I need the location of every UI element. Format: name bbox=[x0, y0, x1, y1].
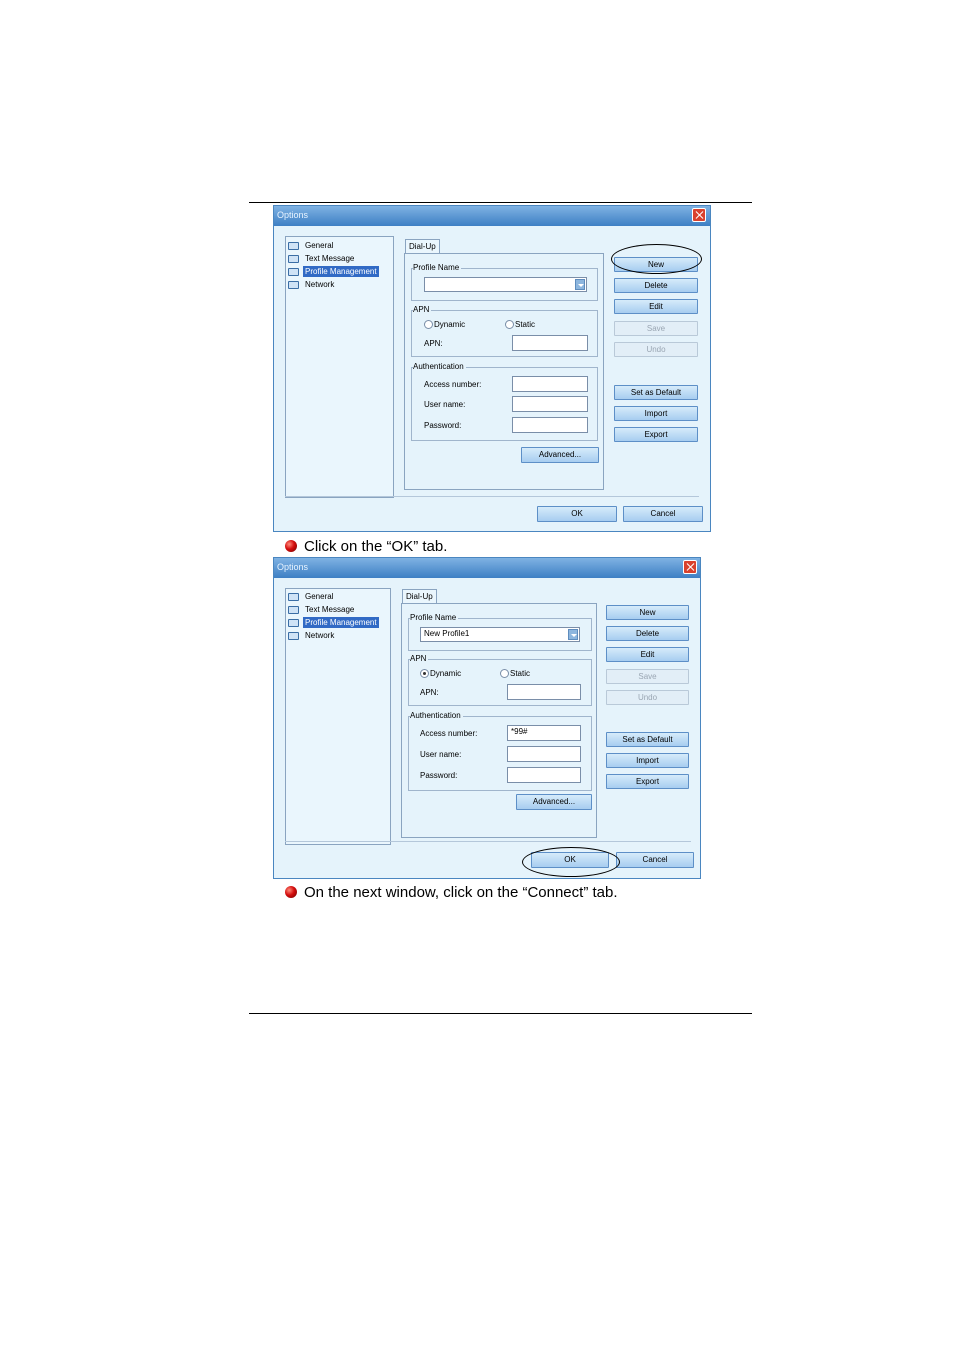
static-label: Static bbox=[515, 320, 536, 329]
user-name-label: User name: bbox=[420, 750, 462, 759]
dynamic-radio[interactable] bbox=[420, 669, 429, 678]
chevron-down-icon[interactable] bbox=[575, 279, 585, 290]
divider bbox=[285, 496, 699, 497]
advanced-button[interactable]: Advanced... bbox=[521, 447, 599, 463]
access-number-input[interactable]: *99# bbox=[507, 725, 581, 741]
title-bar bbox=[274, 558, 700, 578]
export-button[interactable]: Export bbox=[614, 427, 698, 442]
close-icon[interactable] bbox=[692, 208, 706, 222]
dialog-title: Options bbox=[277, 210, 309, 220]
tab-dial-up[interactable]: Dial-Up bbox=[405, 239, 440, 253]
folder-icon bbox=[288, 255, 299, 263]
save-button[interactable]: Save bbox=[606, 669, 689, 684]
tree-item-text-message[interactable]: Text Message bbox=[288, 253, 356, 264]
options-dialog-1 bbox=[273, 205, 711, 532]
advanced-button[interactable]: Advanced... bbox=[516, 794, 592, 810]
open-folder-icon bbox=[288, 619, 299, 627]
apn-input[interactable] bbox=[507, 684, 581, 700]
static-radio[interactable] bbox=[505, 320, 514, 329]
divider bbox=[285, 841, 691, 842]
profile-name-group: Profile Name New Profile1 bbox=[408, 618, 592, 651]
chevron-down-icon[interactable] bbox=[568, 629, 578, 640]
access-number-label: Access number: bbox=[420, 729, 478, 738]
folder-icon bbox=[288, 242, 299, 250]
folder-icon bbox=[288, 281, 299, 289]
options-dialog-2 bbox=[273, 557, 701, 879]
close-icon[interactable] bbox=[683, 560, 697, 574]
cancel-button[interactable]: Cancel bbox=[616, 852, 694, 868]
folder-icon bbox=[288, 593, 299, 601]
authentication-group: Authentication Access number: User name: Password: bbox=[411, 367, 598, 441]
edit-button[interactable]: Edit bbox=[614, 299, 698, 314]
dynamic-label: Dynamic bbox=[434, 320, 466, 329]
new-button[interactable]: New bbox=[606, 605, 689, 620]
set-as-default-button[interactable]: Set as Default bbox=[606, 732, 689, 747]
red-bullet-icon bbox=[285, 540, 297, 552]
set-as-default-button[interactable]: Set as Default bbox=[614, 385, 698, 400]
tree-item-general[interactable]: General bbox=[288, 591, 335, 602]
tab-dial-up[interactable]: Dial-Up bbox=[402, 589, 437, 603]
password-input[interactable] bbox=[507, 767, 581, 783]
options-tree bbox=[285, 236, 394, 498]
title-bar bbox=[274, 206, 710, 226]
import-button[interactable]: Import bbox=[614, 406, 698, 421]
user-name-input[interactable] bbox=[507, 746, 581, 762]
ok-button[interactable]: OK bbox=[531, 852, 609, 868]
apn-label: APN: bbox=[424, 339, 443, 348]
authentication-group: Authentication Access number: *99# User name: Password: bbox=[408, 716, 592, 791]
tree-item-general[interactable]: General bbox=[288, 240, 335, 251]
access-number-input[interactable] bbox=[512, 376, 588, 392]
import-button[interactable]: Import bbox=[606, 753, 689, 768]
export-button[interactable]: Export bbox=[606, 774, 689, 789]
undo-button[interactable]: Undo bbox=[614, 342, 698, 357]
new-button[interactable]: New bbox=[614, 257, 698, 272]
red-bullet-icon bbox=[285, 886, 297, 898]
open-folder-icon bbox=[288, 268, 299, 276]
apn-input[interactable] bbox=[512, 335, 588, 351]
apn-group: APN Dynamic Static APN: bbox=[408, 659, 592, 706]
password-input[interactable] bbox=[512, 417, 588, 433]
dial-up-panel bbox=[404, 253, 604, 490]
user-name-input[interactable] bbox=[512, 396, 588, 412]
dynamic-radio[interactable] bbox=[424, 320, 433, 329]
dynamic-label: Dynamic bbox=[430, 669, 462, 678]
password-label: Password: bbox=[424, 421, 462, 430]
options-tree bbox=[285, 588, 391, 845]
instruction-1: Click on the “OK” tab. bbox=[285, 537, 447, 555]
profile-name-combo[interactable]: New Profile1 bbox=[420, 627, 580, 642]
tree-item-network[interactable]: Network bbox=[288, 279, 336, 290]
profile-name-combo[interactable] bbox=[424, 277, 587, 292]
ok-button[interactable]: OK bbox=[537, 506, 617, 522]
dial-up-panel bbox=[401, 603, 597, 838]
tree-item-text-message[interactable]: Text Message bbox=[288, 604, 356, 615]
folder-icon bbox=[288, 606, 299, 614]
folder-icon bbox=[288, 632, 299, 640]
password-label: Password: bbox=[420, 771, 458, 780]
apn-label: APN: bbox=[420, 688, 439, 697]
bottom-rule bbox=[249, 1013, 752, 1014]
tree-item-profile-management[interactable]: Profile Management bbox=[288, 617, 379, 628]
static-label: Static bbox=[510, 669, 531, 678]
profile-name-group: Profile Name bbox=[411, 268, 598, 301]
undo-button[interactable]: Undo bbox=[606, 690, 689, 705]
user-name-label: User name: bbox=[424, 400, 466, 409]
tree-item-network[interactable]: Network bbox=[288, 630, 336, 641]
save-button[interactable]: Save bbox=[614, 321, 698, 336]
apn-group: APN Dynamic Static APN: bbox=[411, 310, 598, 357]
instruction-2: On the next window, click on the “Connect” tab. bbox=[285, 883, 618, 901]
edit-button[interactable]: Edit bbox=[606, 647, 689, 662]
access-number-label: Access number: bbox=[424, 380, 482, 389]
tree-item-profile-management[interactable]: Profile Management bbox=[288, 266, 379, 277]
top-rule bbox=[249, 202, 752, 203]
cancel-button[interactable]: Cancel bbox=[623, 506, 703, 522]
delete-button[interactable]: Delete bbox=[606, 626, 689, 641]
delete-button[interactable]: Delete bbox=[614, 278, 698, 293]
static-radio[interactable] bbox=[500, 669, 509, 678]
dialog-title: Options bbox=[277, 562, 309, 572]
